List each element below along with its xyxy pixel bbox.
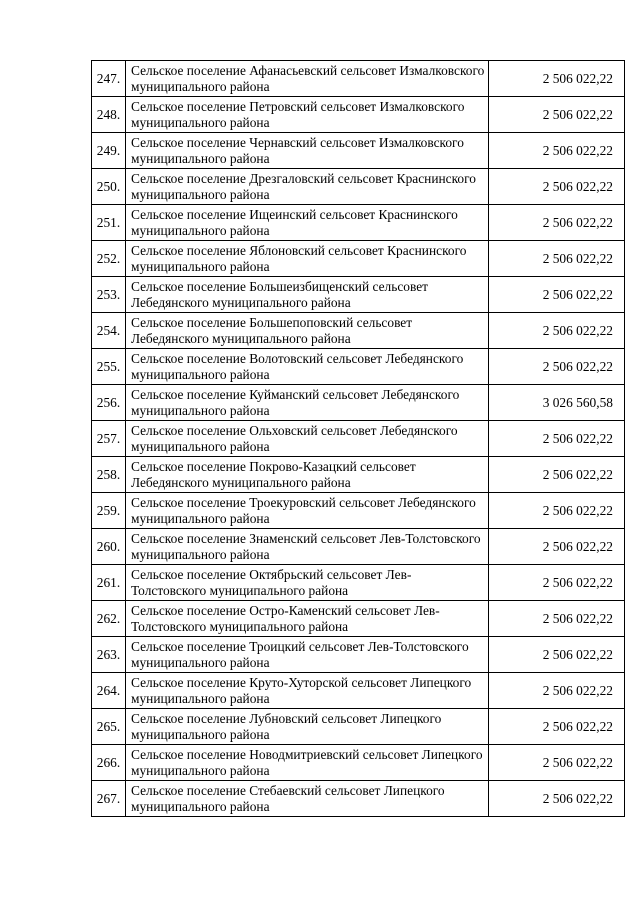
settlement-name: Сельское поселение Ищеинский сельсовет Краснинского муниципального района	[126, 205, 489, 241]
row-number: 260.	[92, 529, 126, 565]
row-number: 250.	[92, 169, 126, 205]
table-row	[92, 277, 625, 313]
settlement-name: Сельское поселение Яблоновский сельсовет Краснинского муниципального района	[126, 241, 489, 277]
table-row	[92, 637, 625, 673]
row-number: 267.	[92, 781, 126, 817]
amount-value: 2 506 022,22	[489, 133, 625, 169]
amount-value: 2 506 022,22	[489, 313, 625, 349]
table-row	[92, 313, 625, 349]
row-number: 265.	[92, 709, 126, 745]
table-row	[92, 61, 625, 97]
table-row	[92, 385, 625, 421]
settlement-name: Сельское поселение Куйманский сельсовет Лебедянского муниципального района	[126, 385, 489, 421]
amount-value: 2 506 022,22	[489, 277, 625, 313]
table-row	[92, 241, 625, 277]
settlement-name: Сельское поселение Покрово-Казацкий сельсовет Лебедянского муниципального района	[126, 457, 489, 493]
settlement-name: Сельское поселение Ольховский сельсовет Лебедянского муниципального района	[126, 421, 489, 457]
amount-value: 2 506 022,22	[489, 241, 625, 277]
settlement-name: Сельское поселение Лубновский сельсовет Липецкого муниципального района	[126, 709, 489, 745]
amount-value: 3 026 560,58	[489, 385, 625, 421]
settlement-name: Сельское поселение Волотовский сельсовет Лебедянского муниципального района	[126, 349, 489, 385]
amount-value: 2 506 022,22	[489, 745, 625, 781]
amount-value: 2 506 022,22	[489, 97, 625, 133]
settlement-name: Сельское поселение Знаменский сельсовет Лев-Толстовского муниципального района	[126, 529, 489, 565]
table-row	[92, 529, 625, 565]
table-row	[92, 781, 625, 817]
settlement-name: Сельское поселение Петровский сельсовет Измалковского муниципального района	[126, 97, 489, 133]
amount-value: 2 506 022,22	[489, 457, 625, 493]
amount-value: 2 506 022,22	[489, 529, 625, 565]
amount-value: 2 506 022,22	[489, 205, 625, 241]
table-row	[92, 349, 625, 385]
settlement-name: Сельское поселение Октябрьский сельсовет Лев-Толстовского муниципального района	[126, 565, 489, 601]
amount-value: 2 506 022,22	[489, 493, 625, 529]
settlement-name: Сельское поселение Троицкий сельсовет Лев-Толстовского муниципального района	[126, 637, 489, 673]
row-number: 256.	[92, 385, 126, 421]
row-number: 257.	[92, 421, 126, 457]
row-number: 264.	[92, 673, 126, 709]
row-number: 254.	[92, 313, 126, 349]
amount-value: 2 506 022,22	[489, 565, 625, 601]
amount-value: 2 506 022,22	[489, 781, 625, 817]
row-number: 255.	[92, 349, 126, 385]
amount-value: 2 506 022,22	[489, 61, 625, 97]
amount-value: 2 506 022,22	[489, 421, 625, 457]
row-number: 263.	[92, 637, 126, 673]
row-number: 249.	[92, 133, 126, 169]
amount-value: 2 506 022,22	[489, 673, 625, 709]
table-row	[92, 205, 625, 241]
settlement-name: Сельское поселение Большеизбищенский сельсовет Лебедянского муниципального района	[126, 277, 489, 313]
row-number: 252.	[92, 241, 126, 277]
settlement-name: Сельское поселение Круто-Хуторской сельсовет Липецкого муниципального района	[126, 673, 489, 709]
row-number: 247.	[92, 61, 126, 97]
table-row	[92, 97, 625, 133]
amount-value: 2 506 022,22	[489, 169, 625, 205]
row-number: 262.	[92, 601, 126, 637]
row-number: 258.	[92, 457, 126, 493]
settlement-name: Сельское поселение Чернавский сельсовет Измалковского муниципального района	[126, 133, 489, 169]
settlement-name: Сельское поселение Новодмитриевский сельсовет Липецкого муниципального района	[126, 745, 489, 781]
row-number: 253.	[92, 277, 126, 313]
table-row	[92, 709, 625, 745]
row-number: 259.	[92, 493, 126, 529]
amount-value: 2 506 022,22	[489, 601, 625, 637]
table-row	[92, 745, 625, 781]
amount-value: 2 506 022,22	[489, 709, 625, 745]
settlement-name: Сельское поселение Стебаевский сельсовет Липецкого муниципального района	[126, 781, 489, 817]
settlement-name: Сельское поселение Афанасьевский сельсовет Измалковского муниципального района	[126, 61, 489, 97]
table-row	[92, 133, 625, 169]
table-row	[92, 493, 625, 529]
table-row	[92, 673, 625, 709]
settlement-name: Сельское поселение Дрезгаловский сельсовет Краснинского муниципального района	[126, 169, 489, 205]
row-number: 266.	[92, 745, 126, 781]
amount-value: 2 506 022,22	[489, 349, 625, 385]
settlement-name: Сельское поселение Троекуровский сельсовет Лебедянского муниципального района	[126, 493, 489, 529]
row-number: 251.	[92, 205, 126, 241]
table-row	[92, 601, 625, 637]
amount-value: 2 506 022,22	[489, 637, 625, 673]
table-row	[92, 565, 625, 601]
table-row	[92, 457, 625, 493]
row-number: 261.	[92, 565, 126, 601]
table-row	[92, 169, 625, 205]
table-row	[92, 421, 625, 457]
settlements-table	[91, 60, 625, 817]
row-number: 248.	[92, 97, 126, 133]
settlement-name: Сельское поселение Остро-Каменский сельсовет Лев-Толстовского муниципального района	[126, 601, 489, 637]
settlement-name: Сельское поселение Большепоповский сельсовет Лебедянского муниципального района	[126, 313, 489, 349]
